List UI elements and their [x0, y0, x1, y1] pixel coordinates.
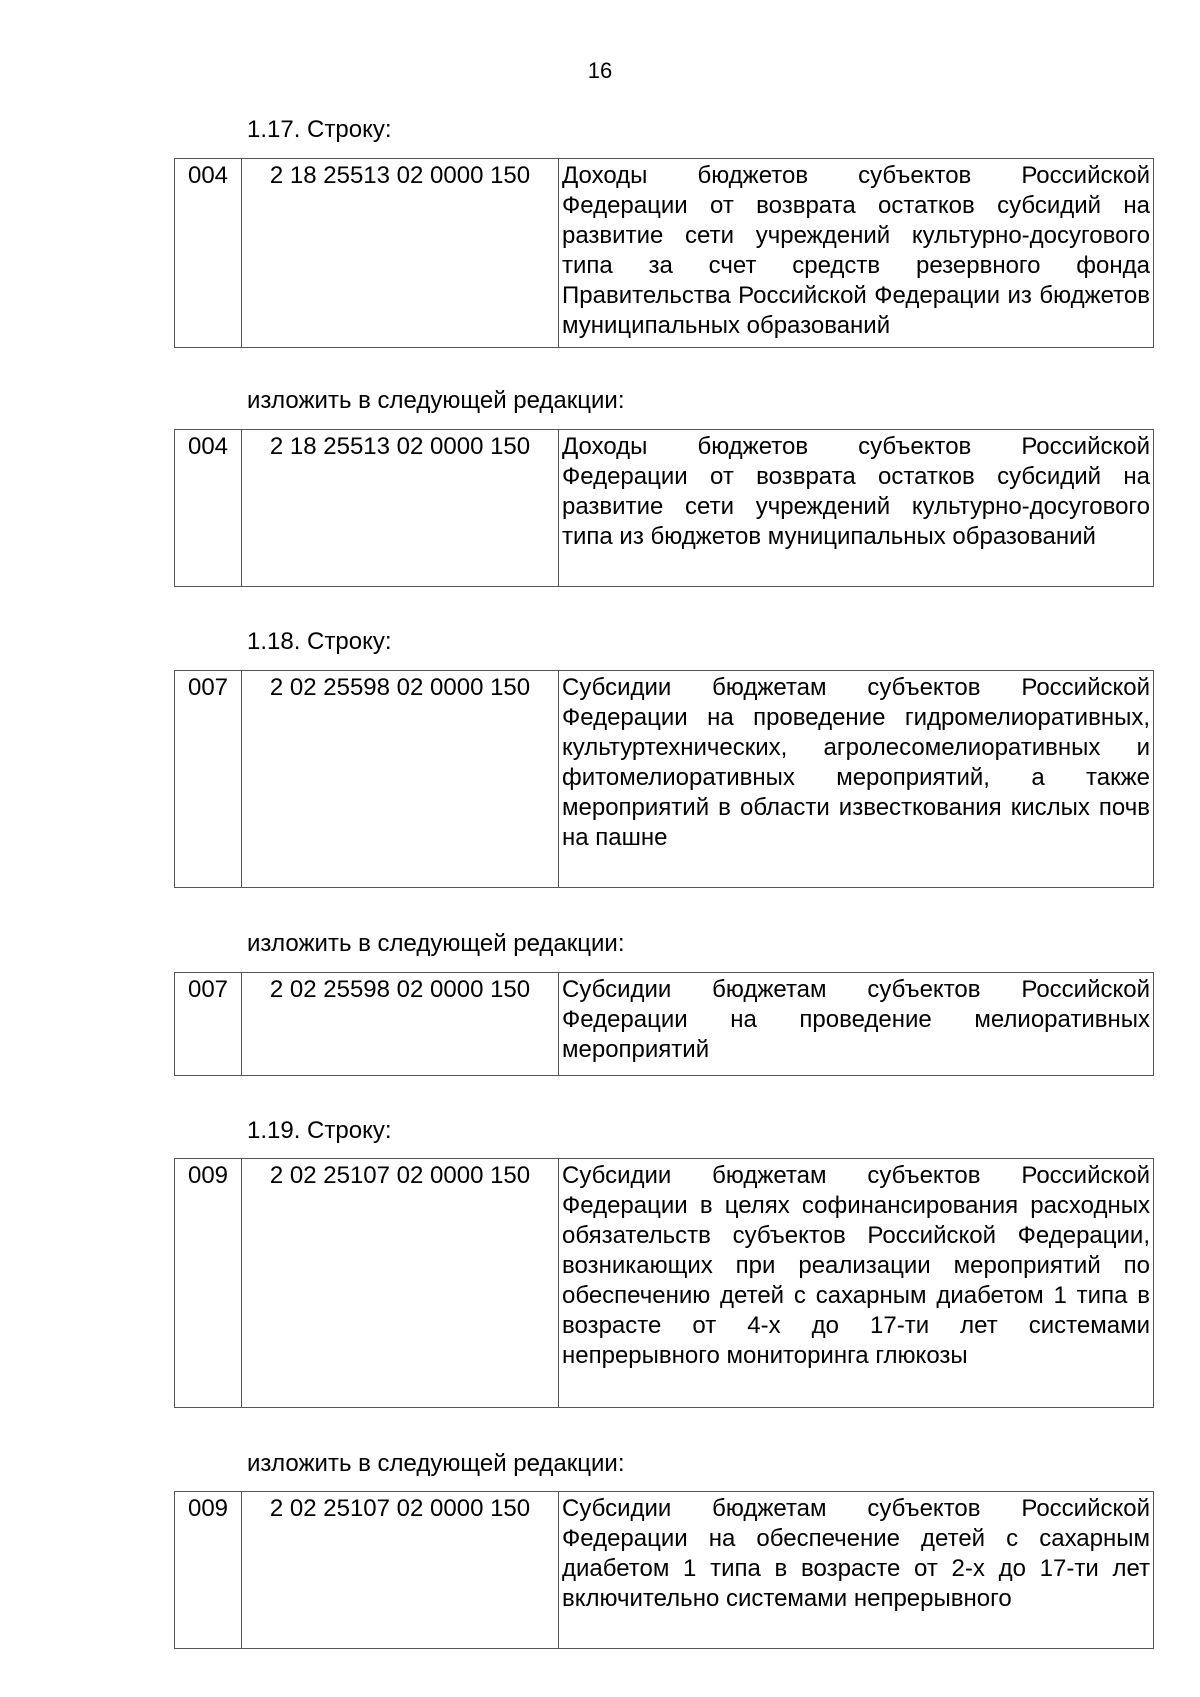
row-code: 007	[175, 671, 242, 888]
row-code: 004	[175, 159, 242, 348]
row-code: 009	[175, 1492, 242, 1649]
row-kbk: 2 02 25598 02 0000 150	[242, 973, 559, 1076]
table-row	[174, 1158, 1154, 1408]
row-description: Доходы бюджетов субъектов Российской Федерации от возврата остатков субсидий на развитие сети учреждений культурно-досугового типа за счет средств резервного фонда Правительства Российской Федерации из бюджетов муниципальных образований	[559, 159, 1154, 348]
row-kbk: 2 02 25107 02 0000 150	[242, 1492, 559, 1649]
row-code: 007	[175, 973, 242, 1076]
section-heading: 1.19. Строку:	[247, 1117, 392, 1144]
table-row	[174, 972, 1154, 1076]
row-kbk: 2 18 25513 02 0000 150	[242, 159, 559, 348]
row-code: 004	[175, 430, 242, 587]
row-code: 009	[175, 1159, 242, 1408]
new-edition-heading: изложить в следующей редакции:	[247, 387, 625, 414]
row-description: Субсидии бюджетам субъектов Российской Федерации на проведение гидромелиоративных, культуртехнических, агролесомелиоративных и фитомелиоративных мероприятий, а также мероприятий в области известкования кислых почв на пашне	[559, 671, 1154, 888]
table-row	[174, 1491, 1154, 1649]
table-row	[174, 158, 1154, 348]
table-row	[174, 429, 1154, 587]
table-row	[174, 670, 1154, 888]
row-description: Субсидии бюджетам субъектов Российской Федерации на обеспечение детей с сахарным диабетом 1 типа в возрасте от 2-х до 17-ти лет включительно системами непрерывного	[559, 1492, 1154, 1649]
new-edition-heading: изложить в следующей редакции:	[247, 1450, 625, 1477]
row-kbk: 2 02 25107 02 0000 150	[242, 1159, 559, 1408]
page-number: 16	[587, 58, 613, 83]
section-heading: 1.18. Строку:	[247, 628, 392, 655]
row-description: Субсидии бюджетам субъектов Российской Федерации в целях софинансирования расходных обязательств субъектов Российской Федерации, возникающих при реализации мероприятий по обеспечению детей с сахарным диабетом 1 типа в возрасте от 4-х до 17-ти лет системами непрерывного мониторинга глюкозы	[559, 1159, 1154, 1408]
new-edition-heading: изложить в следующей редакции:	[247, 930, 625, 957]
section-heading: 1.17. Строку:	[247, 116, 392, 143]
row-kbk: 2 18 25513 02 0000 150	[242, 430, 559, 587]
row-description: Субсидии бюджетам субъектов Российской Федерации на проведение мелиоративных мероприятий	[559, 973, 1154, 1076]
row-description: Доходы бюджетов субъектов Российской Федерации от возврата остатков субсидий на развитие сети учреждений культурно-досугового типа из бюджетов муниципальных образований	[559, 430, 1154, 587]
row-kbk: 2 02 25598 02 0000 150	[242, 671, 559, 888]
